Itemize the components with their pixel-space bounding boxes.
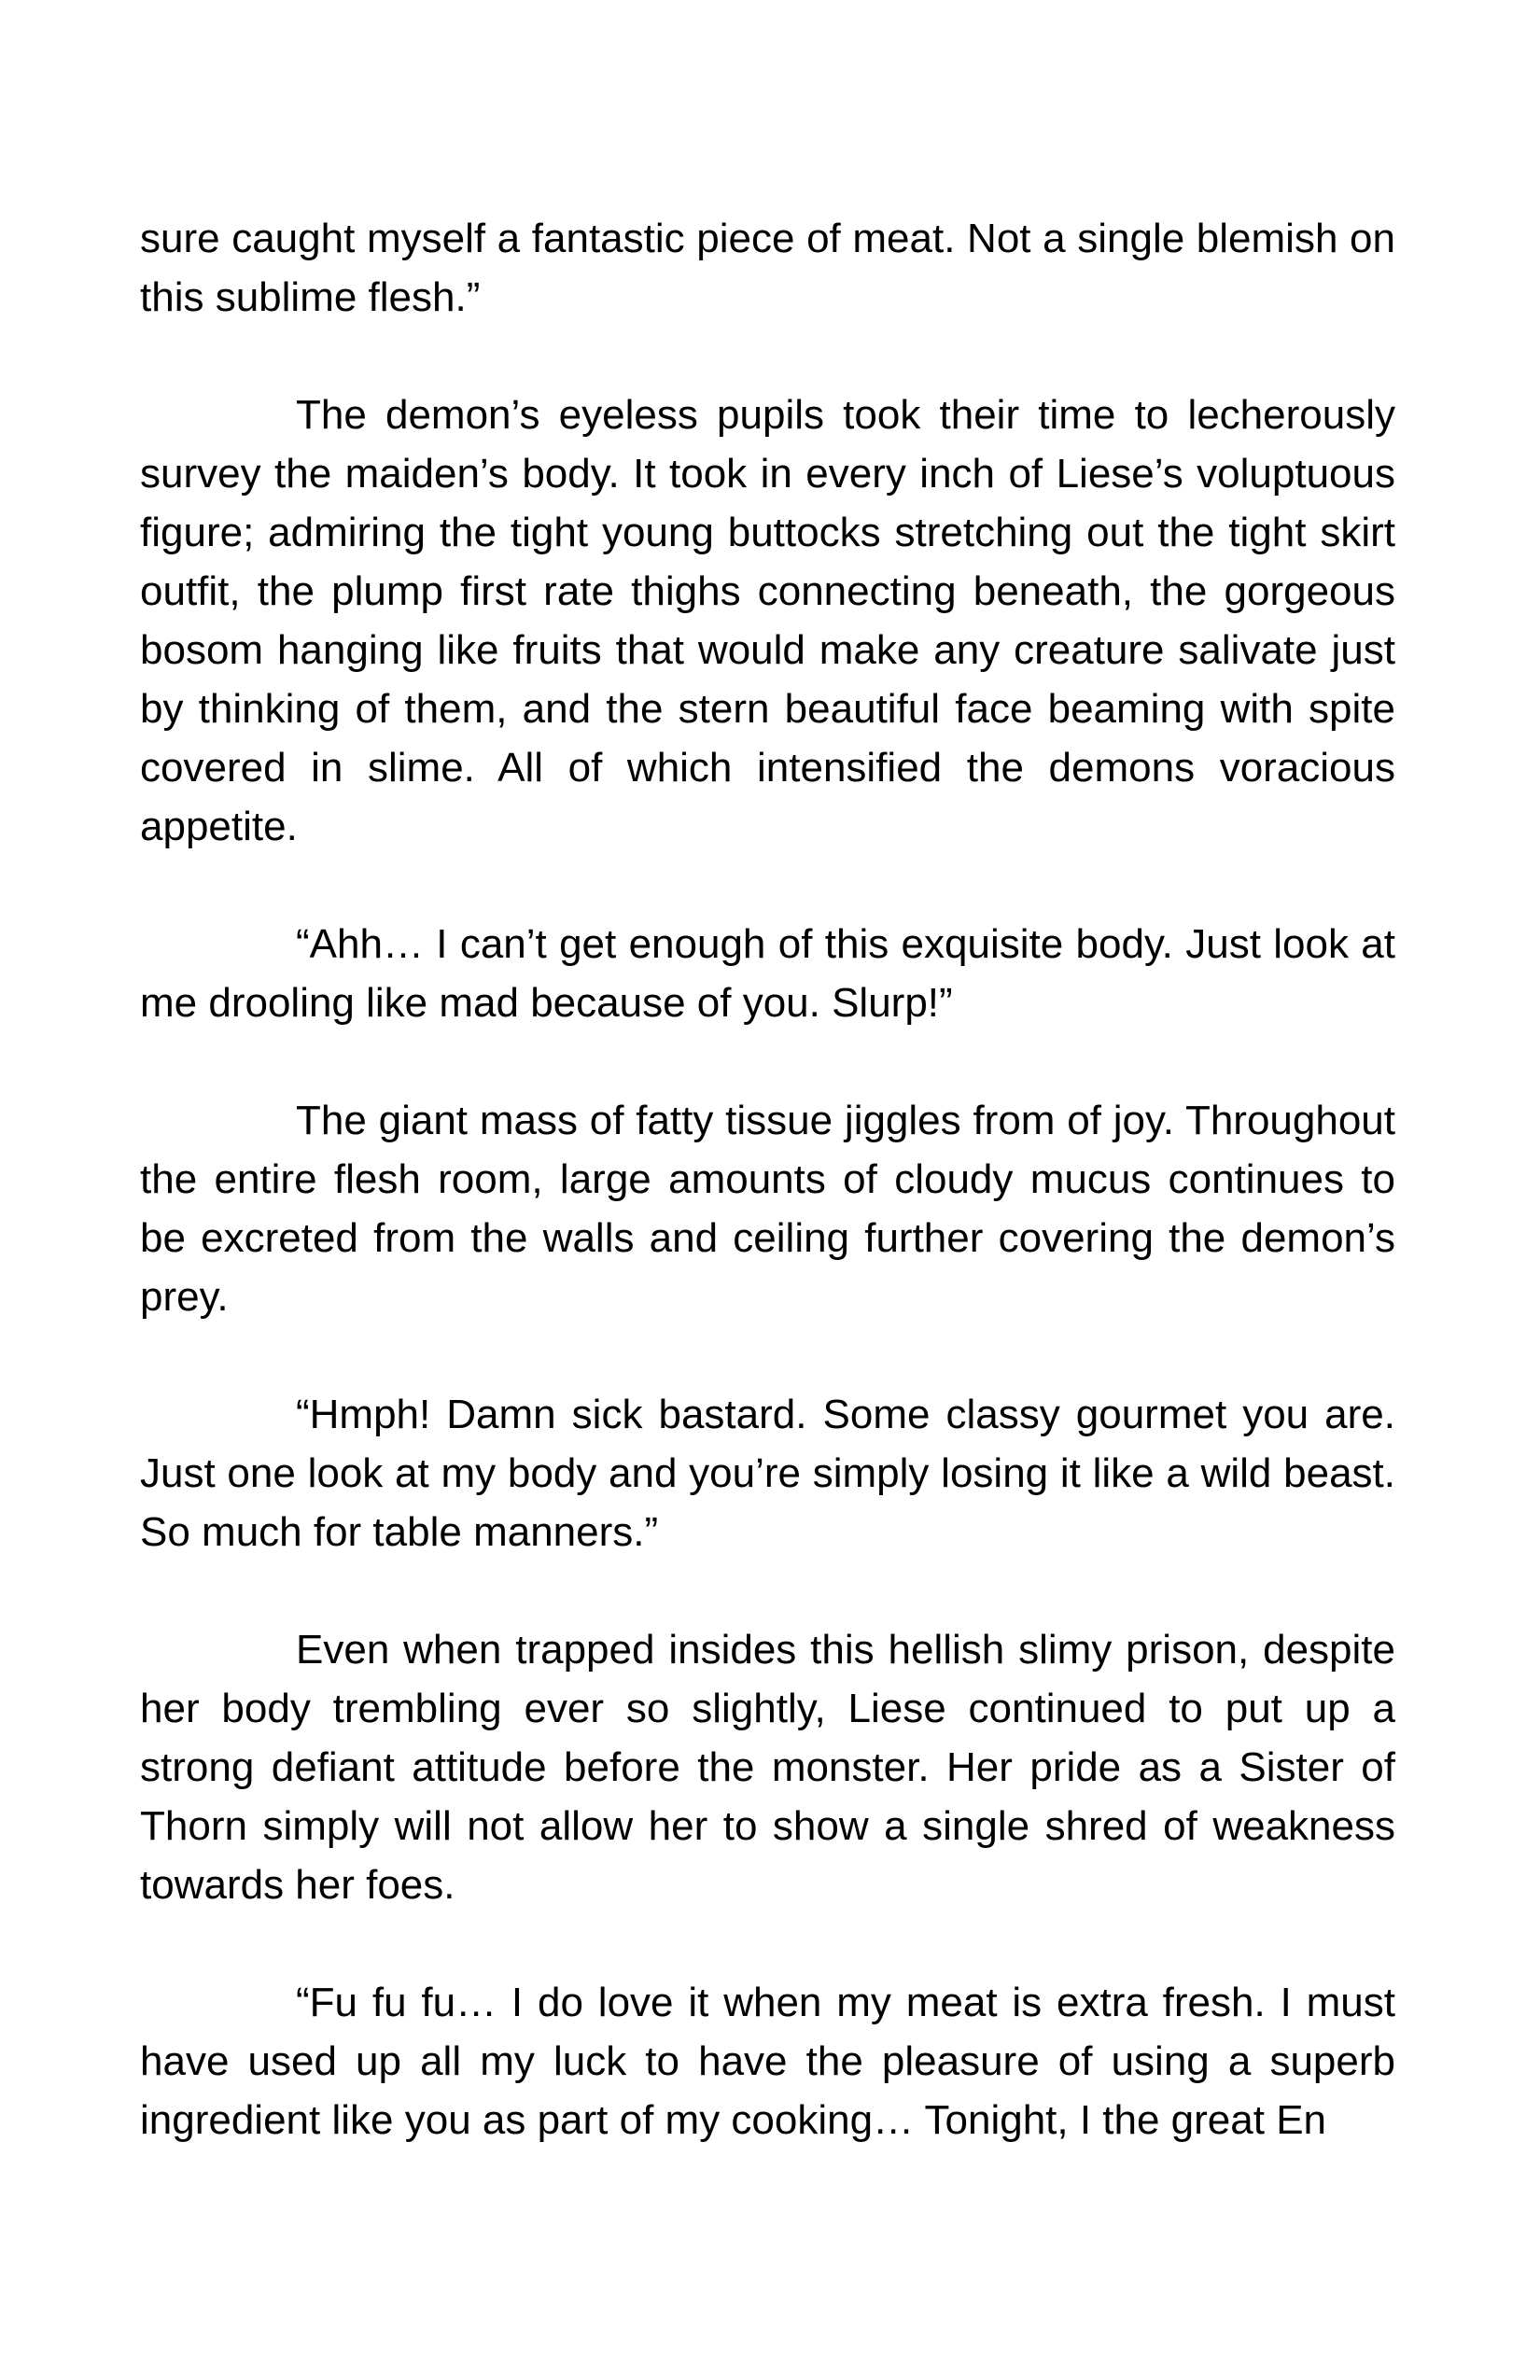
paragraph: “Fu fu fu… I do love it when my meat is extra fresh. I must have used up all my luck to have the pleasure of using a superb ingredient like you as part of my cooking… Tonight, I the great En bbox=[140, 1980, 1395, 2143]
paragraph: “Ahh… I can’t get enough of this exquisite body. Just look at me drooling like mad because of you. Slurp!” bbox=[140, 921, 1395, 1026]
paragraph-continuation: sure caught myself a fantastic piece of meat. Not a single blemish on this sublime flesh.” bbox=[140, 216, 1395, 320]
paragraph: “Hmph! Damn sick bastard. Some classy gourmet you are. Just one look at my body and you’re simply losing it like a wild beast. So much for table manners.” bbox=[140, 1392, 1395, 1555]
paragraph: The demon’s eyeless pupils took their time to lecherously survey the maiden’s body. It took in every inch of Liese’s voluptuous figure; admiring the tight young buttocks stretching out the tight skirt outfit, the plump first rate thighs connecting beneath, the gorgeous bosom hanging like fruits that would make any creature salivate just by thinking of them, and the stern beautiful face beaming with spite covered in slime. All of which intensified the demons voracious appetite. bbox=[140, 392, 1395, 849]
paragraph: Even when trapped insides this hellish slimy prison, despite her body trembling ever so slightly, Liese continued to put up a strong defiant attitude before the monster. Her pride as a Sister of Thorn simply will not allow her to show a single shred of weakness towards her foes. bbox=[140, 1627, 1395, 1908]
paragraph: The giant mass of fatty tissue jiggles from of joy. Throughout the entire flesh room, large amounts of cloudy mucus continues to be excreted from the walls and ceiling further covering the demon’s prey. bbox=[140, 1098, 1395, 1320]
